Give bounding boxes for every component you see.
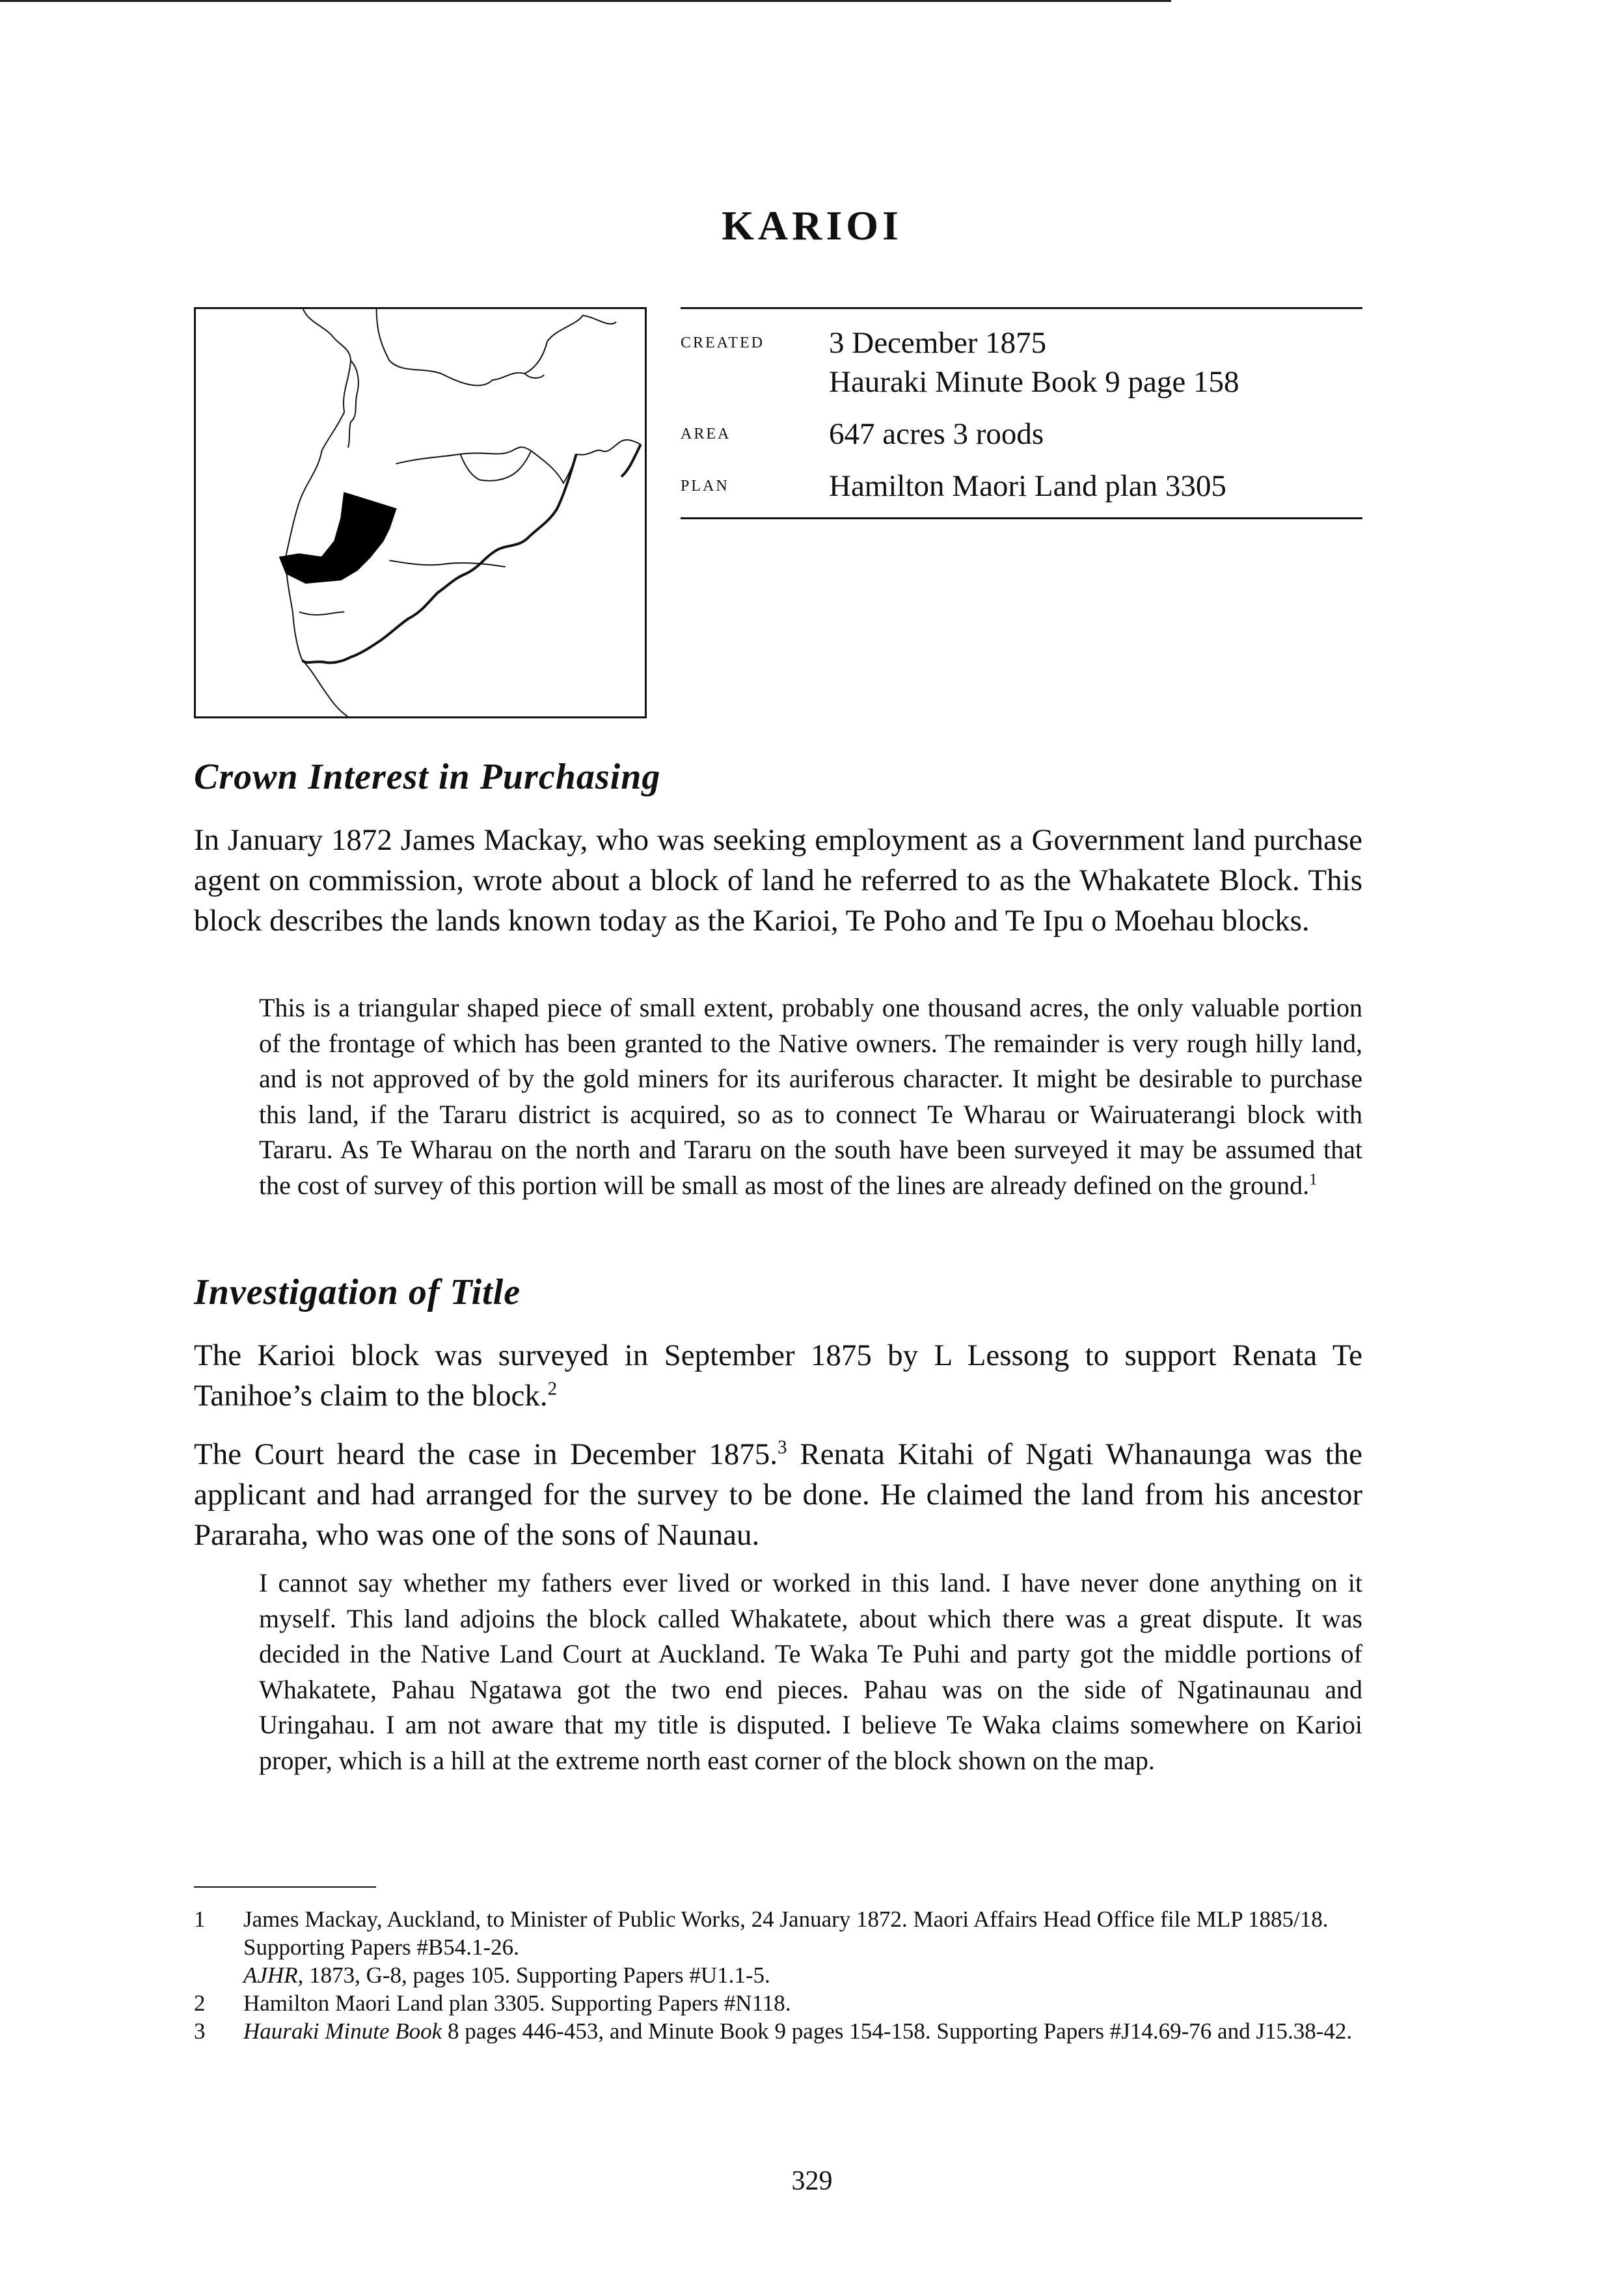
mackay-quote-text: This is a triangular shaped piece of small extent, probably one thousand acres, the only valuable portion of the frontage of which has been granted to the Native owners. The remainder is very rough hilly land, and is not approved of by the gold miners for its auriferous character. It might be desirable to purchase this land, if the Tararu district is acquired, so as to connect Te Wharau or Wairuaterangi block with Tararu. As Te Wharau on the north and Tararu on the south have been surveyed it may be assumed that the cost of survey of this portion will be small as most of the lines are already defined on the ground. <box>259 993 1362 1200</box>
footnote-number: 1 <box>194 1907 206 1932</box>
map-illustration <box>196 309 645 716</box>
footnote-text-rest: , 1873, G-8, pages 105. Supporting Papers #U1.1-5. <box>297 1962 770 1988</box>
page-number: 329 <box>791 2166 833 2196</box>
footnote-number: 3 <box>194 2018 206 2044</box>
footnote-number: 2 <box>194 1990 206 2016</box>
investigation-paragraph-1-text: The Karioi block was surveyed in September 1875 by L Lessong to support Renata Te Tanihoe’s claim to the block. <box>194 1338 1362 1413</box>
footnote-text: Hamilton Maori Land plan 3305. Supporting Papers #N118. <box>243 1990 791 2016</box>
footnote-text <box>243 2017 1362 2045</box>
karioi-block-highlight <box>280 493 396 583</box>
section-heading-investigation: Investigation of Title <box>194 1272 521 1312</box>
footnote-ref-1: 1 <box>1309 1171 1318 1189</box>
section-heading-crown-interest: Crown Interest in Purchasing <box>194 757 661 797</box>
plan-label: plan <box>681 472 729 496</box>
top-rule <box>0 0 1171 2</box>
mackay-quote <box>259 990 1362 1203</box>
footnote-ref-2: 2 <box>547 1378 558 1400</box>
footnote-italic: Hauraki Minute Book <box>243 2018 442 2044</box>
footnote-text-rest: 8 pages 446-453, and Minute Book 9 pages 154-158. Supporting Papers #J14.69-76 and J15.38-42. <box>442 2018 1353 2044</box>
created-source: Hauraki Minute Book 9 page 158 <box>829 365 1239 399</box>
investigation-paragraph-2-start: The Court heard the case in December 1875. <box>194 1437 778 1471</box>
footnote-ref-3: 3 <box>778 1437 787 1458</box>
investigation-paragraph-1 <box>194 1335 1362 1416</box>
investigation-paragraph-2 <box>194 1434 1362 1555</box>
footnote-divider <box>194 1886 376 1888</box>
footnote-text: James Mackay, Auckland, to Minister of Public Works, 24 January 1872. Maori Affairs Head Office file MLP 1885/18. Supporting Papers #B54.1-26. <box>243 1907 1329 1960</box>
area-value: 647 acres 3 roods <box>829 417 1044 451</box>
location-map <box>194 307 647 718</box>
plan-value: Hamilton Maori Land plan 3305 <box>829 469 1226 503</box>
crown-interest-paragraph: In January 1872 James Mackay, who was seeking employment as a Government land purchase agent on commission, wrote about a block of land he referred to as the Whakatete Block. This block describes the lands known today as the Karioi, Te Poho and Te Ipu o Moehau blocks. <box>194 823 1362 938</box>
area-label: area <box>681 420 731 444</box>
page-title: KARIOI <box>722 202 902 249</box>
investigation-paragraph-2-rest: Renata Kitahi of Ngati Whanaunga was the applicant and had arranged for the survey to be done. He claimed the land from his ancestor Pararaha, who was one of the sons of Naunau. <box>194 1437 1362 1552</box>
renata-quote: I cannot say whether my fathers ever lived or worked in this land. I have never done anything on it myself. This land adjoins the block called Whakatete, about which there was a great dispute. It was decided in the Native Land Court at Auckland. Te Waka Te Puhi and party got the middle portions of Whakatete, Pahau Ngatawa got the two end pieces. Pahau was on the side of Ngatinaunau and Uringahau. I am not aware that my title is disputed. I believe Te Waka claims somewhere on Karioi proper, which is a hill at the extreme north east corner of the block shown on the map. <box>259 1568 1362 1775</box>
footnote-italic: AJHR <box>243 1962 298 1988</box>
created-date: 3 December 1875 <box>829 326 1047 360</box>
block-info-table <box>681 307 1362 519</box>
footnote-text <box>243 1961 1362 1989</box>
created-label: created <box>681 329 765 353</box>
